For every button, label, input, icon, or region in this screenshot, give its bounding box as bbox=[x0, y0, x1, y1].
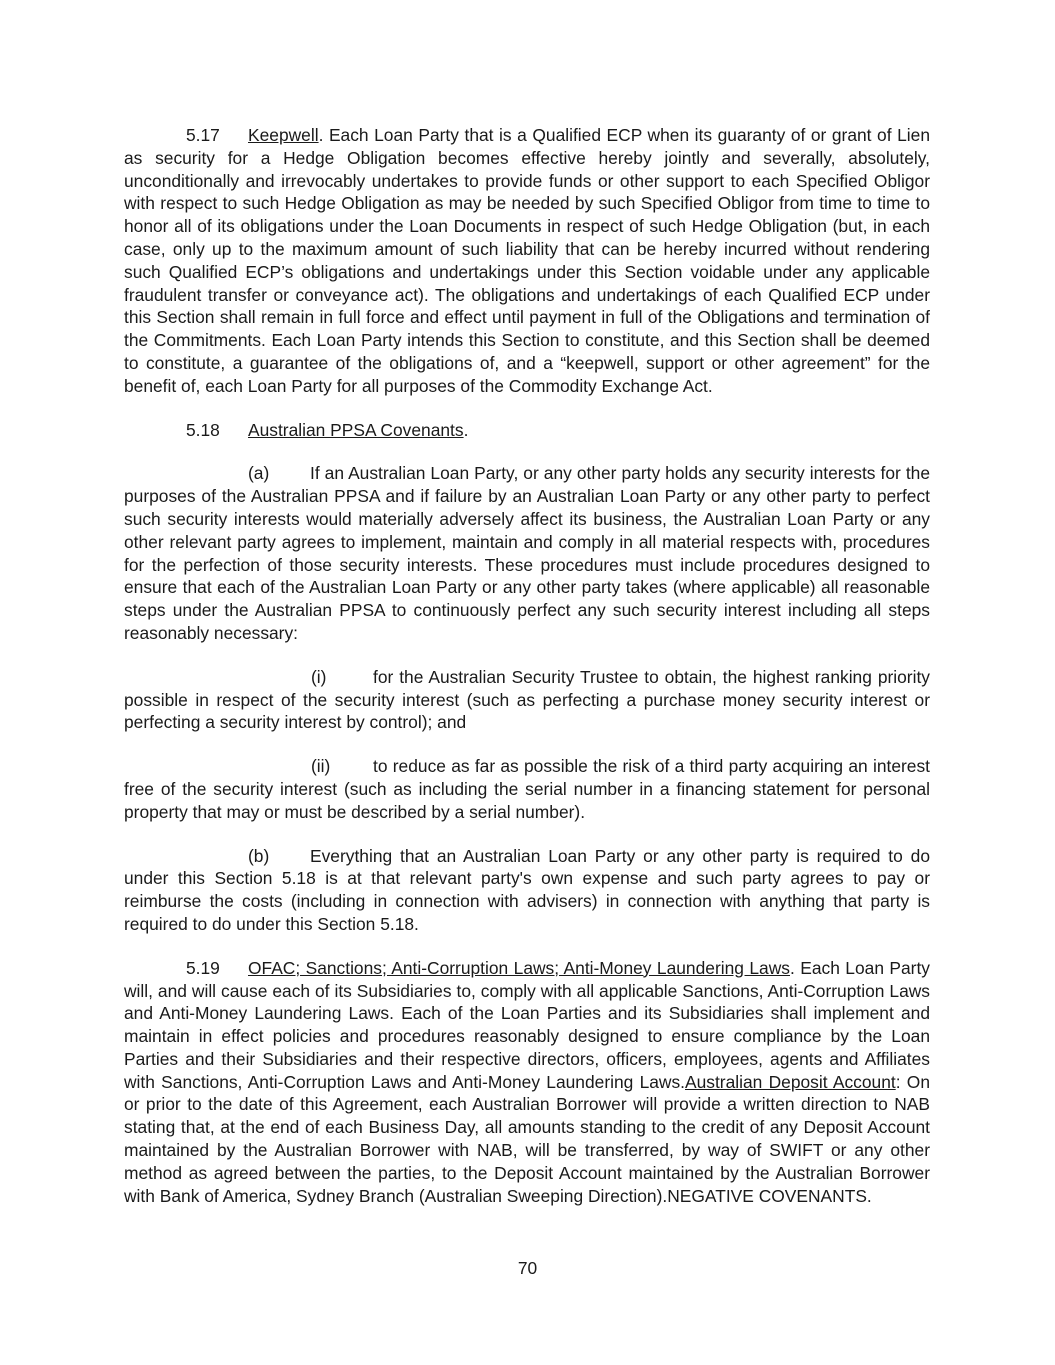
section-heading-trail: . bbox=[463, 419, 469, 440]
clause-5-18-a bbox=[124, 462, 930, 644]
section-number: 5.17 bbox=[186, 125, 220, 145]
clause-5-18-a-ii bbox=[124, 755, 930, 823]
clause-text: for the Australian Security Trustee to obtain, the highest ranking priority possible in respect of the security interest (such as perfecting a purchase money security interest or perfecting a security interest by control); and bbox=[124, 666, 930, 733]
clause-text: Everything that an Australian Loan Party or any other party is required to do under this Section 5.18 is at that relevant party's own expense and such party agrees to pay or reimburse the costs (including in connection with advisers) in connection with anything that party is required to do under this Section 5.18. bbox=[124, 845, 930, 934]
document-page bbox=[124, 124, 930, 1228]
section-number: 5.19 bbox=[186, 957, 220, 978]
section-heading: OFAC; Sanctions; Anti-Corruption Laws; Anti-Money Laundering Laws bbox=[248, 957, 790, 978]
section-5-18 bbox=[124, 419, 930, 442]
clause-label: (i) bbox=[311, 666, 327, 687]
section-number: 5.18 bbox=[186, 419, 220, 440]
section-heading: Australian PPSA Covenants bbox=[248, 419, 464, 440]
clause-text: If an Australian Loan Party, or any other party holds any security interests for the purposes of the Australian PPSA and if failure by an Australian Loan Party or any other party to perfect such security interests would materially adversely affect its business, the Australian Loan Party or any other relevant party agrees to implement, maintain and comply in all material respects with, procedures for the perfection of those security interests. These procedures must include procedures designed to ensure that each of the Australian Loan Party or any other party takes (where applicable) all reasonable steps under the Australian PPSA to continuously perfect any such security interest including all steps reasonably necessary: bbox=[124, 463, 930, 643]
clause-text: to reduce as far as possible the risk of a third party acquiring an interest free of the security interest (such as including the serial number in a financing statement for personal property that may or must be described by a serial number). bbox=[124, 756, 930, 822]
clause-label: (b) bbox=[248, 845, 270, 866]
section-body: . Each Loan Party will, and will cause each of its Subsidiaries to, comply with all applicable Sanctions, Anti-Corruption Laws and Anti-Money Laundering Laws. Each of the Loan Parties and its Subsidiaries shall implement and maintain in effect policies and procedures reasonably designed to ensure compliance by the Loan Parties and their Subsidiaries and their respective directors, officers, employees, agents and Affiliates with Sanctions, Anti-Corruption Laws and Anti-Money Laundering Laws. bbox=[124, 957, 931, 1092]
page-number: 70 bbox=[517, 1258, 538, 1278]
clause-5-18-a-i bbox=[124, 666, 930, 734]
subsection-body: : On or prior to the date of this Agreement, each Australian Borrower will provide a written direction to NAB stating that, at the end of each Business Day, all amounts standing to the credit of any Deposit Account maintained by the Australian Borrower with NAB, will be transferred, by way of SWIFT or any other method as agreed between the parties, to the Deposit Account maintained by the Australian Borrower with Bank of America, Sydney Branch (Australian Sweeping Direction).NEGATIVE COVENANTS. bbox=[124, 1071, 930, 1206]
clause-label: (ii) bbox=[311, 756, 331, 777]
clause-label: (a) bbox=[248, 463, 270, 484]
section-heading: Keepwell bbox=[248, 125, 319, 145]
clause-5-18-b bbox=[124, 845, 930, 936]
section-body: . Each Loan Party that is a Qualified ECP when its guaranty of or grant of Lien as security for a Hedge Obligation becomes effective hereby jointly and severally, absolutely, unconditionally and irrevocably undertakes to provide funds or other support to each Specified Obligor with respect to such Hedge Obligation as may be needed by such Specified Obligor from time to time to honor all of its obligations under the Loan Documents in respect of such Hedge Obligation (but, in each case, only up to the maximum amount of such liability that can be hereby incurred without rendering such Qualified ECP’s obligations and undertakings under this Section voidable under any applicable fraudulent transfer or conveyance act). The obligations and undertakings of each Qualified ECP under this Section shall remain in full force and effect until payment in full of the Obligations and termination of the Commitments. Each Loan Party intends this Section to constitute, and this Section shall be deemed to constitute, a guarantee of the obligations of, and a “keepwell, support or other agreement” for the benefit of, each Loan Party for all purposes of the Commodity Exchange Act. bbox=[124, 125, 930, 396]
section-5-19 bbox=[124, 957, 930, 1208]
subsection-heading: Australian Deposit Account bbox=[685, 1071, 896, 1092]
section-5-17 bbox=[124, 124, 930, 398]
